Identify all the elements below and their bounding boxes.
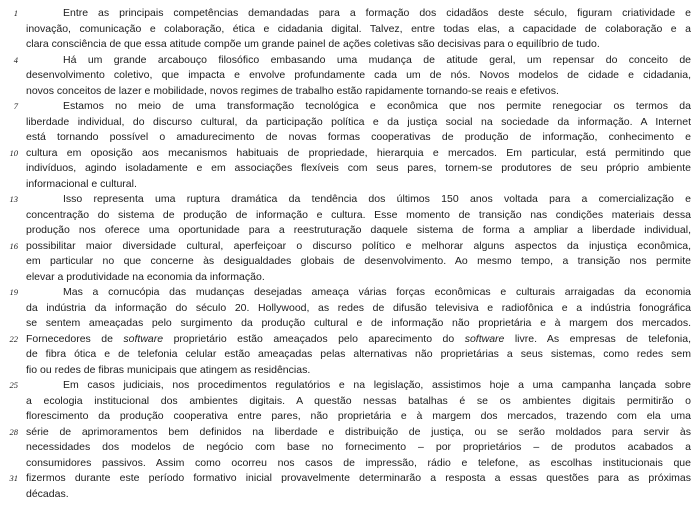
line-text: Em casos judiciais, nos procedimentos regulatórios e na legislação, assistimos hoje a uma campanha lançada sobre — [63, 379, 691, 391]
text-line — [2, 223, 691, 239]
line-number: 7 — [13, 101, 18, 111]
line-text: inovação, comunicação e colaboração, ética e cidadania digital. Talvez, entre todas elas, a capacidade de colaboração e a — [26, 22, 691, 35]
line-text: desenvolvimento coletivo, que impacta e envolve profundamente cada um de nós. Novos modelos de cidade e cidadania, — [26, 69, 691, 81]
line-text: liberdade individual, do discurso cultural, da participação política e da justiça social na sociedade da informação. A Internet — [26, 115, 691, 128]
line-text: possibilitar maior diversidade cultural, aperfeiçoar o discurso político e melhorar alguns aspectos da injustiça econômica, — [26, 239, 691, 252]
text-line — [2, 394, 691, 410]
line-text: florescimento da produção cooperativa entre pares, não proprietária e à margem dos mercados, trazendo com ela uma — [26, 410, 691, 422]
line-number: 19 — [9, 287, 18, 297]
line-text: se sentem ameaçadas pelo surgimento da produção cultural e de informação não proprietária e à margem dos mercados. — [26, 317, 691, 329]
text-line — [2, 146, 691, 162]
document-lines — [2, 6, 691, 502]
line-number: 4 — [13, 54, 18, 65]
text-line — [2, 239, 691, 255]
line-text: concentração do sistema de produção de informação e cultura. Esse momento de transição nas condições materiais dessa — [26, 208, 691, 221]
text-line — [2, 378, 691, 394]
text-line — [2, 456, 691, 472]
text-line — [2, 84, 691, 100]
line-text: da indústria da informação do século 20. Hollywood, as redes de difusão televisiva e radiofônica e a indústria fonográfica — [26, 301, 691, 314]
text-line — [2, 6, 691, 22]
line-number: 25 — [9, 380, 18, 390]
text-line — [2, 177, 691, 193]
line-text: consumidores passivos. Assim como ocorreu nos casos de impressão, rádio e telefone, as escolhas institucionais que — [26, 456, 691, 469]
text-line — [2, 254, 691, 270]
text-line — [2, 22, 691, 38]
text-line — [2, 363, 691, 379]
line-number: 31 — [9, 473, 18, 483]
line-text: fizermos durante este período formativo inicial provavelmente determinarão a resposta a essas questões para as próximas — [26, 472, 691, 484]
text-line — [2, 37, 691, 53]
text-line — [2, 440, 691, 456]
line-text: indivíduos, agindo isoladamente e em associações flexíveis com seus pares, tornem-se produtores de seu próprio ambiente — [26, 162, 691, 174]
line-text: décadas. — [26, 487, 69, 500]
line-text: Entre as principais competências demandadas para a formação dos cidadãos deste século, figuram criatividade e — [63, 7, 691, 19]
line-text: a ecologia institucional dos ambientes digitais. A questão nessas batalhas é se os ambientes digitais permitirão o — [26, 394, 691, 407]
line-text: série de aprimoramentos bem definidos na liberdade e distribuição de justiça, ou se serão moldados para servir às — [26, 425, 691, 438]
text-line — [2, 68, 691, 84]
line-text: elevar a produtividade na economia da informação. — [26, 270, 265, 283]
line-text: Estamos no meio de uma transformação tecnológica e econômica que nos permite renegociar os termos da — [63, 100, 691, 112]
text-line — [2, 53, 691, 69]
line-text: de fibra ótica e de telefonia celular estão ameaçadas pelas alternativas não proprietárias a seus sistemas, como redes sem — [26, 348, 691, 360]
line-text: produção nos oferece uma oportunidade para a reestruturação daquele sistema de forma a ampliar a liberdade individual, — [26, 224, 691, 236]
text-line — [2, 208, 691, 224]
text-line — [2, 487, 691, 503]
text-line — [2, 471, 691, 487]
line-number: 28 — [9, 426, 18, 437]
line-text: Mas a cornucópia das mudanças desejadas ameaça várias forças econômicas e culturais arraigadas da economia — [63, 286, 691, 298]
text-line — [2, 425, 691, 441]
line-text: cultura em oposição aos mecanismos habituais de propriedade, hierarquia e mercados. Em particular, está permitindo que — [26, 146, 691, 159]
line-number: 22 — [9, 333, 18, 344]
text-line — [2, 115, 691, 131]
line-number: 16 — [9, 240, 18, 251]
text-line — [2, 332, 691, 348]
line-text: informacional e cultural. — [26, 177, 137, 190]
text-line — [2, 192, 691, 208]
text-line — [2, 130, 691, 146]
text-line — [2, 347, 691, 363]
line-text: clara consciência de que essa atitude compõe um grande painel de ações coletivas são decisivas para o equilíbrio de tudo. — [26, 38, 600, 50]
line-number: 13 — [9, 194, 18, 204]
text-line — [2, 301, 691, 317]
line-number: 1 — [13, 8, 18, 18]
text-line — [2, 316, 691, 332]
line-text: Fornecedores de software proprietário estão ameaçados pelo aparecimento do software livre. As empresas de telefonia, — [26, 332, 691, 345]
line-text: fio ou redes de fibras municipais que atingem as residências. — [26, 363, 311, 376]
text-line — [2, 409, 691, 425]
line-text: em particular no que concerne às desigualdades globais de desenvolvimento. Ao mesmo tempo, a transição nos permite — [26, 255, 691, 267]
text-line — [2, 270, 691, 286]
line-text: necessidades dos modelos de negócio com base no fornecimento – por proprietários – de produtos acabados a — [26, 441, 691, 453]
line-number: 10 — [9, 147, 18, 158]
line-text: está tornando possível o amadurecimento de novas formas cooperativas de produção de informação, conhecimento e — [26, 131, 691, 143]
text-line — [2, 161, 691, 177]
text-line — [2, 99, 691, 115]
line-text: Isso representa uma ruptura dramática da tendência dos últimos 150 anos voltada para a comercialização e — [63, 193, 691, 205]
line-text: novos conceitos de lazer e mobilidade, novos regimes de trabalho estão rapidamente tornando-se reais e efetivos. — [26, 84, 559, 97]
line-text: Há um grande arcabouço filosófico embasando uma mudança de atitude geral, um repensar do conceito de — [63, 53, 691, 66]
text-line — [2, 285, 691, 301]
